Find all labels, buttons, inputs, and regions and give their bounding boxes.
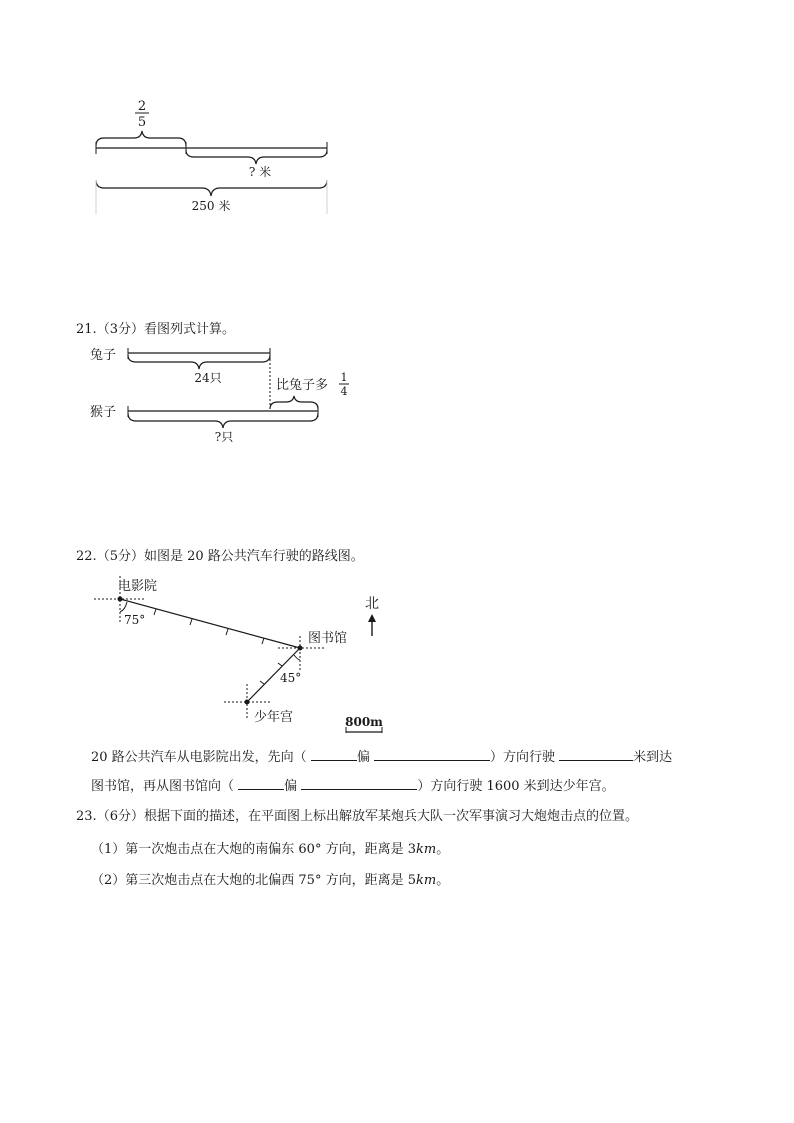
north-arrow-icon — [368, 614, 376, 622]
fig20-frac-num: 2 — [137, 99, 147, 114]
fig20-total-brace — [96, 180, 327, 196]
fig20-total-label: 250 米 — [191, 199, 231, 213]
fig20-unknown-label: ? 米 — [248, 165, 272, 179]
q22-cinema-label: 电影院 — [118, 579, 158, 594]
q21-svg — [88, 343, 353, 448]
q22-svg — [88, 574, 388, 736]
q22-heading — [76, 549, 364, 565]
q22-youth-palace-label: 少年宫 — [254, 710, 294, 725]
q23-number: 23. — [76, 809, 97, 824]
q23-item1-unit: km — [415, 842, 437, 857]
q22-scale-label: 800m — [345, 715, 383, 729]
q22-blank-2[interactable] — [374, 748, 490, 761]
q23-heading — [76, 809, 638, 825]
q22-route-map — [88, 574, 388, 736]
q22-line2-pian: 偏 — [284, 779, 298, 794]
fig20-top-brace — [96, 131, 186, 146]
q23-item2-text: （2）第三次炮击点在大炮的北偏西 75° 方向，距离是 5 — [91, 873, 416, 888]
q21-text: 看图列式计算。 — [143, 322, 235, 337]
q23-score: （6分） — [96, 809, 144, 824]
q22-line1-b: ）方向行驶 — [489, 750, 555, 765]
q21-monkey-brace — [128, 413, 318, 428]
q21-rabbit-label: 兔子 — [90, 348, 117, 363]
q23-item-2 — [91, 873, 449, 889]
q21-monkey-label: 猴子 — [90, 405, 117, 420]
q22-blank-5[interactable] — [301, 777, 417, 790]
q21-frac-den: 4 — [340, 385, 348, 398]
q22-blank-1[interactable] — [311, 748, 357, 761]
q23-item-1 — [91, 842, 449, 858]
q22-line1-c: 米到达 — [633, 750, 673, 765]
q21-more-text: 比兔子多 — [276, 378, 329, 393]
q23-item1-period: 。 — [436, 842, 450, 857]
q21-heading — [76, 322, 235, 338]
q22-angle2-arc — [294, 655, 300, 660]
fig20-frac-den: 5 — [137, 115, 147, 130]
fig20-diagram — [90, 96, 335, 221]
q21-rabbit-brace — [128, 355, 270, 369]
q22-route2-ticks — [260, 663, 282, 684]
q22-line2-a: 图书馆，再从图书馆向（ — [91, 779, 235, 794]
q22-number: 22. — [76, 549, 97, 564]
fig20-svg — [90, 96, 335, 221]
q23-item1-text: （1）第一次炮击点在大炮的南偏东 60° 方向，距离是 3 — [91, 842, 416, 857]
q22-line1-a: 20 路公共汽车从电影院出发，先向（ — [91, 750, 307, 765]
q23-text: 根据下面的描述，在平面图上标出解放军某炮兵大队一次军事演习大炮炮击点的位置。 — [143, 809, 638, 824]
q22-route1-ticks — [154, 609, 264, 644]
q22-score: （5分） — [96, 549, 144, 564]
q21-monkey-count: ?只 — [214, 430, 234, 444]
q22-angle1-label: 75° — [124, 613, 146, 627]
q22-library-label: 图书馆 — [308, 631, 348, 646]
q22-angle1-arc — [120, 602, 127, 612]
q22-fill-line-2 — [91, 777, 615, 795]
q22-line2-b: ）方向行驶 1600 米到达少年宫。 — [417, 779, 615, 794]
q21-score: （3分） — [96, 322, 144, 337]
fig20-unknown-brace — [186, 150, 327, 164]
q23-item2-period: 。 — [436, 873, 450, 888]
q21-extra-brace — [270, 396, 318, 409]
q22-blank-3[interactable] — [559, 748, 633, 761]
q22-north-label: 北 — [365, 596, 379, 612]
q22-blank-4[interactable] — [238, 777, 284, 790]
q21-number: 21. — [76, 322, 97, 337]
q21-diagram — [88, 343, 353, 448]
q22-angle2-label: 45° — [280, 671, 302, 685]
q22-route-segment-1 — [120, 599, 300, 648]
q22-text: 如图是 20 路公共汽车行驶的路线图。 — [143, 549, 364, 564]
q23-item2-unit: km — [415, 873, 437, 888]
q22-fill-line-1 — [91, 748, 672, 766]
q21-frac-num: 1 — [340, 371, 348, 384]
q22-line1-pian: 偏 — [356, 750, 370, 765]
q21-rabbit-count: 24只 — [194, 371, 222, 385]
